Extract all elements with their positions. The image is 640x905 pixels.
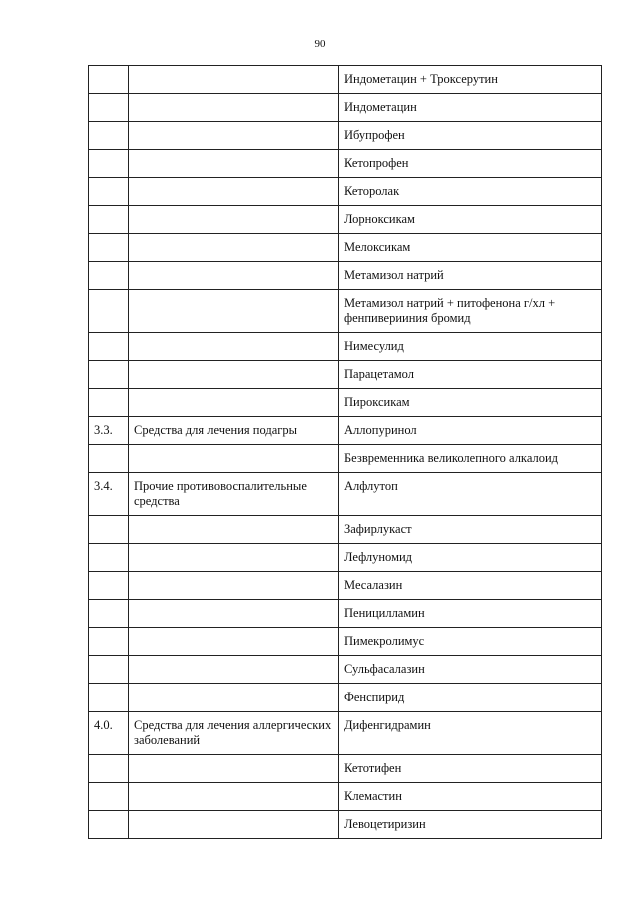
category-cell [129, 755, 339, 783]
category-cell [129, 122, 339, 150]
drug-name-cell: Метамизол натрий + питофенона г/хл + фенпиверииния бромид [339, 290, 602, 333]
section-number-cell [89, 94, 129, 122]
drug-name-cell: Месалазин [339, 572, 602, 600]
category-cell [129, 445, 339, 473]
drug-name-cell: Мелоксикам [339, 234, 602, 262]
table-row [89, 755, 602, 783]
table-row [89, 811, 602, 839]
drug-name-cell: Кеторолак [339, 178, 602, 206]
drug-name-cell: Парацетамол [339, 361, 602, 389]
table-row [89, 684, 602, 712]
table-row [89, 94, 602, 122]
drug-name-cell: Пироксикам [339, 389, 602, 417]
drug-name-cell: Безвременника великолепного алкалоид [339, 445, 602, 473]
category-cell [129, 361, 339, 389]
table-row [89, 150, 602, 178]
section-number-cell [89, 783, 129, 811]
category-cell [129, 684, 339, 712]
category-cell [129, 811, 339, 839]
category-cell [129, 66, 339, 94]
table-row [89, 712, 602, 755]
page-number: 90 [314, 38, 326, 50]
table-row [89, 333, 602, 361]
table-row [89, 544, 602, 572]
drug-list-table [88, 65, 602, 839]
category-cell [129, 572, 339, 600]
section-number-cell [89, 290, 129, 333]
drug-name-cell: Метамизол натрий [339, 262, 602, 290]
drug-name-cell: Пимекролимус [339, 628, 602, 656]
category-cell [129, 290, 339, 333]
drug-name-cell: Алфлутоп [339, 473, 602, 516]
section-number-cell [89, 684, 129, 712]
drug-name-cell: Лорноксикам [339, 206, 602, 234]
drug-name-cell: Лефлуномид [339, 544, 602, 572]
section-number-cell [89, 628, 129, 656]
table-row [89, 473, 602, 516]
drug-name-cell: Дифенгидрамин [339, 712, 602, 755]
section-number-cell [89, 811, 129, 839]
category-cell [129, 206, 339, 234]
category-cell [129, 783, 339, 811]
category-cell [129, 628, 339, 656]
table-row [89, 290, 602, 333]
section-number-cell [89, 150, 129, 178]
table-row [89, 656, 602, 684]
section-number-cell [89, 389, 129, 417]
section-number-cell [89, 445, 129, 473]
section-number-cell [89, 122, 129, 150]
section-number-cell [89, 333, 129, 361]
category-cell [129, 600, 339, 628]
section-number-cell [89, 206, 129, 234]
section-number-cell [89, 544, 129, 572]
drug-name-cell: Зафирлукаст [339, 516, 602, 544]
drug-name-cell: Кетопрофен [339, 150, 602, 178]
section-number-cell [89, 572, 129, 600]
table-row [89, 516, 602, 544]
drug-name-cell: Ибупрофен [339, 122, 602, 150]
category-cell [129, 178, 339, 206]
drug-name-cell: Кетотифен [339, 755, 602, 783]
table-row [89, 122, 602, 150]
category-cell: Средства для лечения подагры [129, 417, 339, 445]
section-number-cell [89, 361, 129, 389]
table-row [89, 178, 602, 206]
category-cell [129, 656, 339, 684]
table-row [89, 206, 602, 234]
category-cell [129, 150, 339, 178]
table-row [89, 600, 602, 628]
category-cell [129, 234, 339, 262]
section-number-cell [89, 234, 129, 262]
section-number-cell: 3.4. [89, 473, 129, 516]
table-row [89, 628, 602, 656]
drug-name-cell: Пеницилламин [339, 600, 602, 628]
section-number-cell: 3.3. [89, 417, 129, 445]
category-cell [129, 333, 339, 361]
table-row [89, 361, 602, 389]
drug-name-cell: Аллопуринол [339, 417, 602, 445]
section-number-cell [89, 516, 129, 544]
table-row [89, 783, 602, 811]
table-row [89, 417, 602, 445]
category-cell [129, 544, 339, 572]
category-cell: Средства для лечения аллергических заболеваний [129, 712, 339, 755]
table-row [89, 445, 602, 473]
section-number-cell [89, 755, 129, 783]
section-number-cell: 4.0. [89, 712, 129, 755]
drug-name-cell: Фенспирид [339, 684, 602, 712]
drug-name-cell: Индометацин [339, 94, 602, 122]
category-cell [129, 389, 339, 417]
table-row [89, 389, 602, 417]
table-row [89, 234, 602, 262]
category-cell: Прочие противовоспалительные средства [129, 473, 339, 516]
section-number-cell [89, 66, 129, 94]
category-cell [129, 516, 339, 544]
table-body [89, 66, 602, 839]
drug-name-cell: Клемастин [339, 783, 602, 811]
table-row [89, 66, 602, 94]
drug-name-cell: Нимесулид [339, 333, 602, 361]
section-number-cell [89, 262, 129, 290]
table-row [89, 262, 602, 290]
table-row [89, 572, 602, 600]
category-cell [129, 262, 339, 290]
section-number-cell [89, 178, 129, 206]
drug-name-cell: Сульфасалазин [339, 656, 602, 684]
drug-name-cell: Левоцетиризин [339, 811, 602, 839]
section-number-cell [89, 600, 129, 628]
section-number-cell [89, 656, 129, 684]
category-cell [129, 94, 339, 122]
drug-name-cell: Индометацин + Троксерутин [339, 66, 602, 94]
